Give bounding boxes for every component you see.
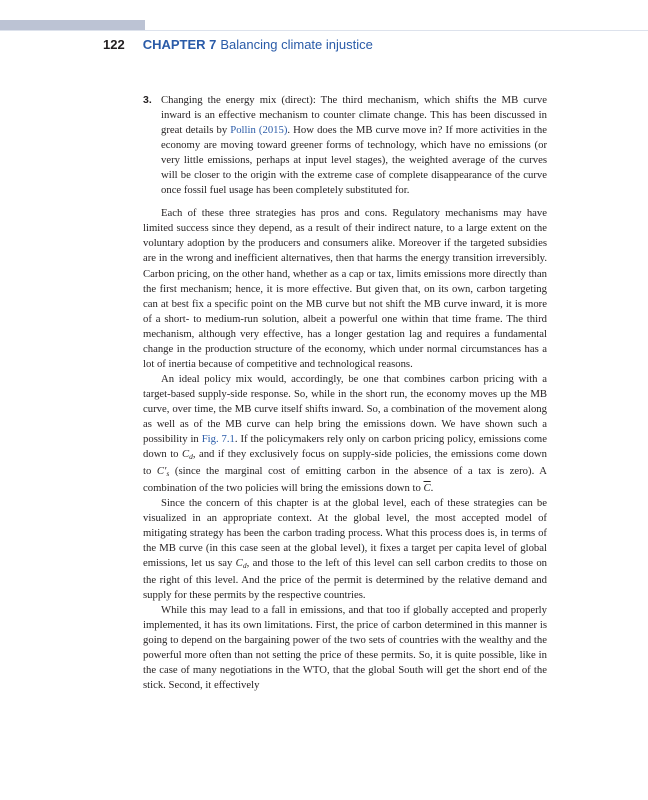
list-number: 3. [143, 94, 152, 106]
list-item-3: 3. Changing the energy mix (direct): The third mechanism, which shifts the MB curve inward is an effective mechanism to counter climate change. This has been discussed in great details by Pollin (2015). How does the MB curve move in? If more activities in the economy are moving toward greener forms of technology, which have no emissions (or very little emissions, perhaps at input level stages), the weighted average of the curves will be closer to the origin with the extreme case of complete disappearance of the curve once fossil fuel usage has been completely substituted for. [143, 94, 547, 197]
header-rule [0, 30, 648, 31]
figure-link-7-1[interactable]: Fig. 7.1 [201, 433, 235, 446]
citation-link-pollin[interactable]: Pollin (2015) [230, 124, 288, 137]
paragraph-1: Each of these three strategies has pros and cons. Regulatory mechanisms may have limited success since they depend, as a result of their indirect nature, to a large extent on the voluntary adoption by the producers and consumers alike. Moreover if the targeted subsidies are in the wrong and inefficient alternatives, then that harms the energy transition irreversibly. Carbon pricing, on the other hand, whether as a cap or tax, limits emissions more directly than the first mechanism; hence, it is more effective. But given that, on its own, carbon targeting can at best fix a specific point on the MB curve but not shift the MB curve inward, it is more of a short- to medium-run solution, albeit a powerful one within that time frame. The third mechanism, although very effective, has a longer gestation lag and requires a fundamental change in the production structure of the economy, which under normal circumstances has a lot of inertia because of competitive and technological reasons. [143, 207, 547, 370]
paragraph-3: Since the concern of this chapter is at the global level, each of these strategies can be visualized in an appropriate context. At the global level, the most accepted model of mitigating strategy has been the carbon trading process. What this process does is, in terms of the MB curve (in this case seen at the global level), it fixes a target per capita level of global emissions, let us say $C_d$, and those to the left of this level can sell carbon credits to those on the right of this level. And the price of the permit is determined by the relative demand and supply for these permits by the respective countries. [143, 496, 548, 602]
running-header [103, 36, 373, 54]
paragraph-4: While this may lead to a fall in emissions, and that too if globally accepted and properly implemented, it has its own limitations. First, the price of carbon determined in this manner is going to depend on the bargaining power of the two sets of countries with the wealthy and the powerful more often than not setting the price of these permits. So, it is quite possible, like in the case of many negotiations in the WTO, that the global South will get the short end of the stick. Second, it effectively [143, 604, 547, 692]
page-number: 122 [103, 37, 125, 52]
body-text [143, 93, 547, 693]
chapter-title: Balancing climate injustice [220, 37, 373, 52]
chapter-label: CHAPTER 7 [142, 37, 217, 52]
paragraph-2: An ideal policy mix would, accordingly, be one that combines carbon pricing with a target-based supply-side response. So, while in the short run, the economy moves up the MB curve, over time, the MB curve itself shifts inward. So, a combination of the movement along as well as of the MB curve can help bring the emissions down. We have shown such a possibility in Fig. 7.1. If the policymakers rely only on carbon pricing policy, emissions come down to $C_d$, and if they exclusively focus on supply-side policies, the emissions come down to $C'_s$ (since the marginal cost of emitting carbon in the absence of a tax is zero). A combination of the two policies will bring the emissions down to $\overline{C}$. [143, 372, 547, 494]
